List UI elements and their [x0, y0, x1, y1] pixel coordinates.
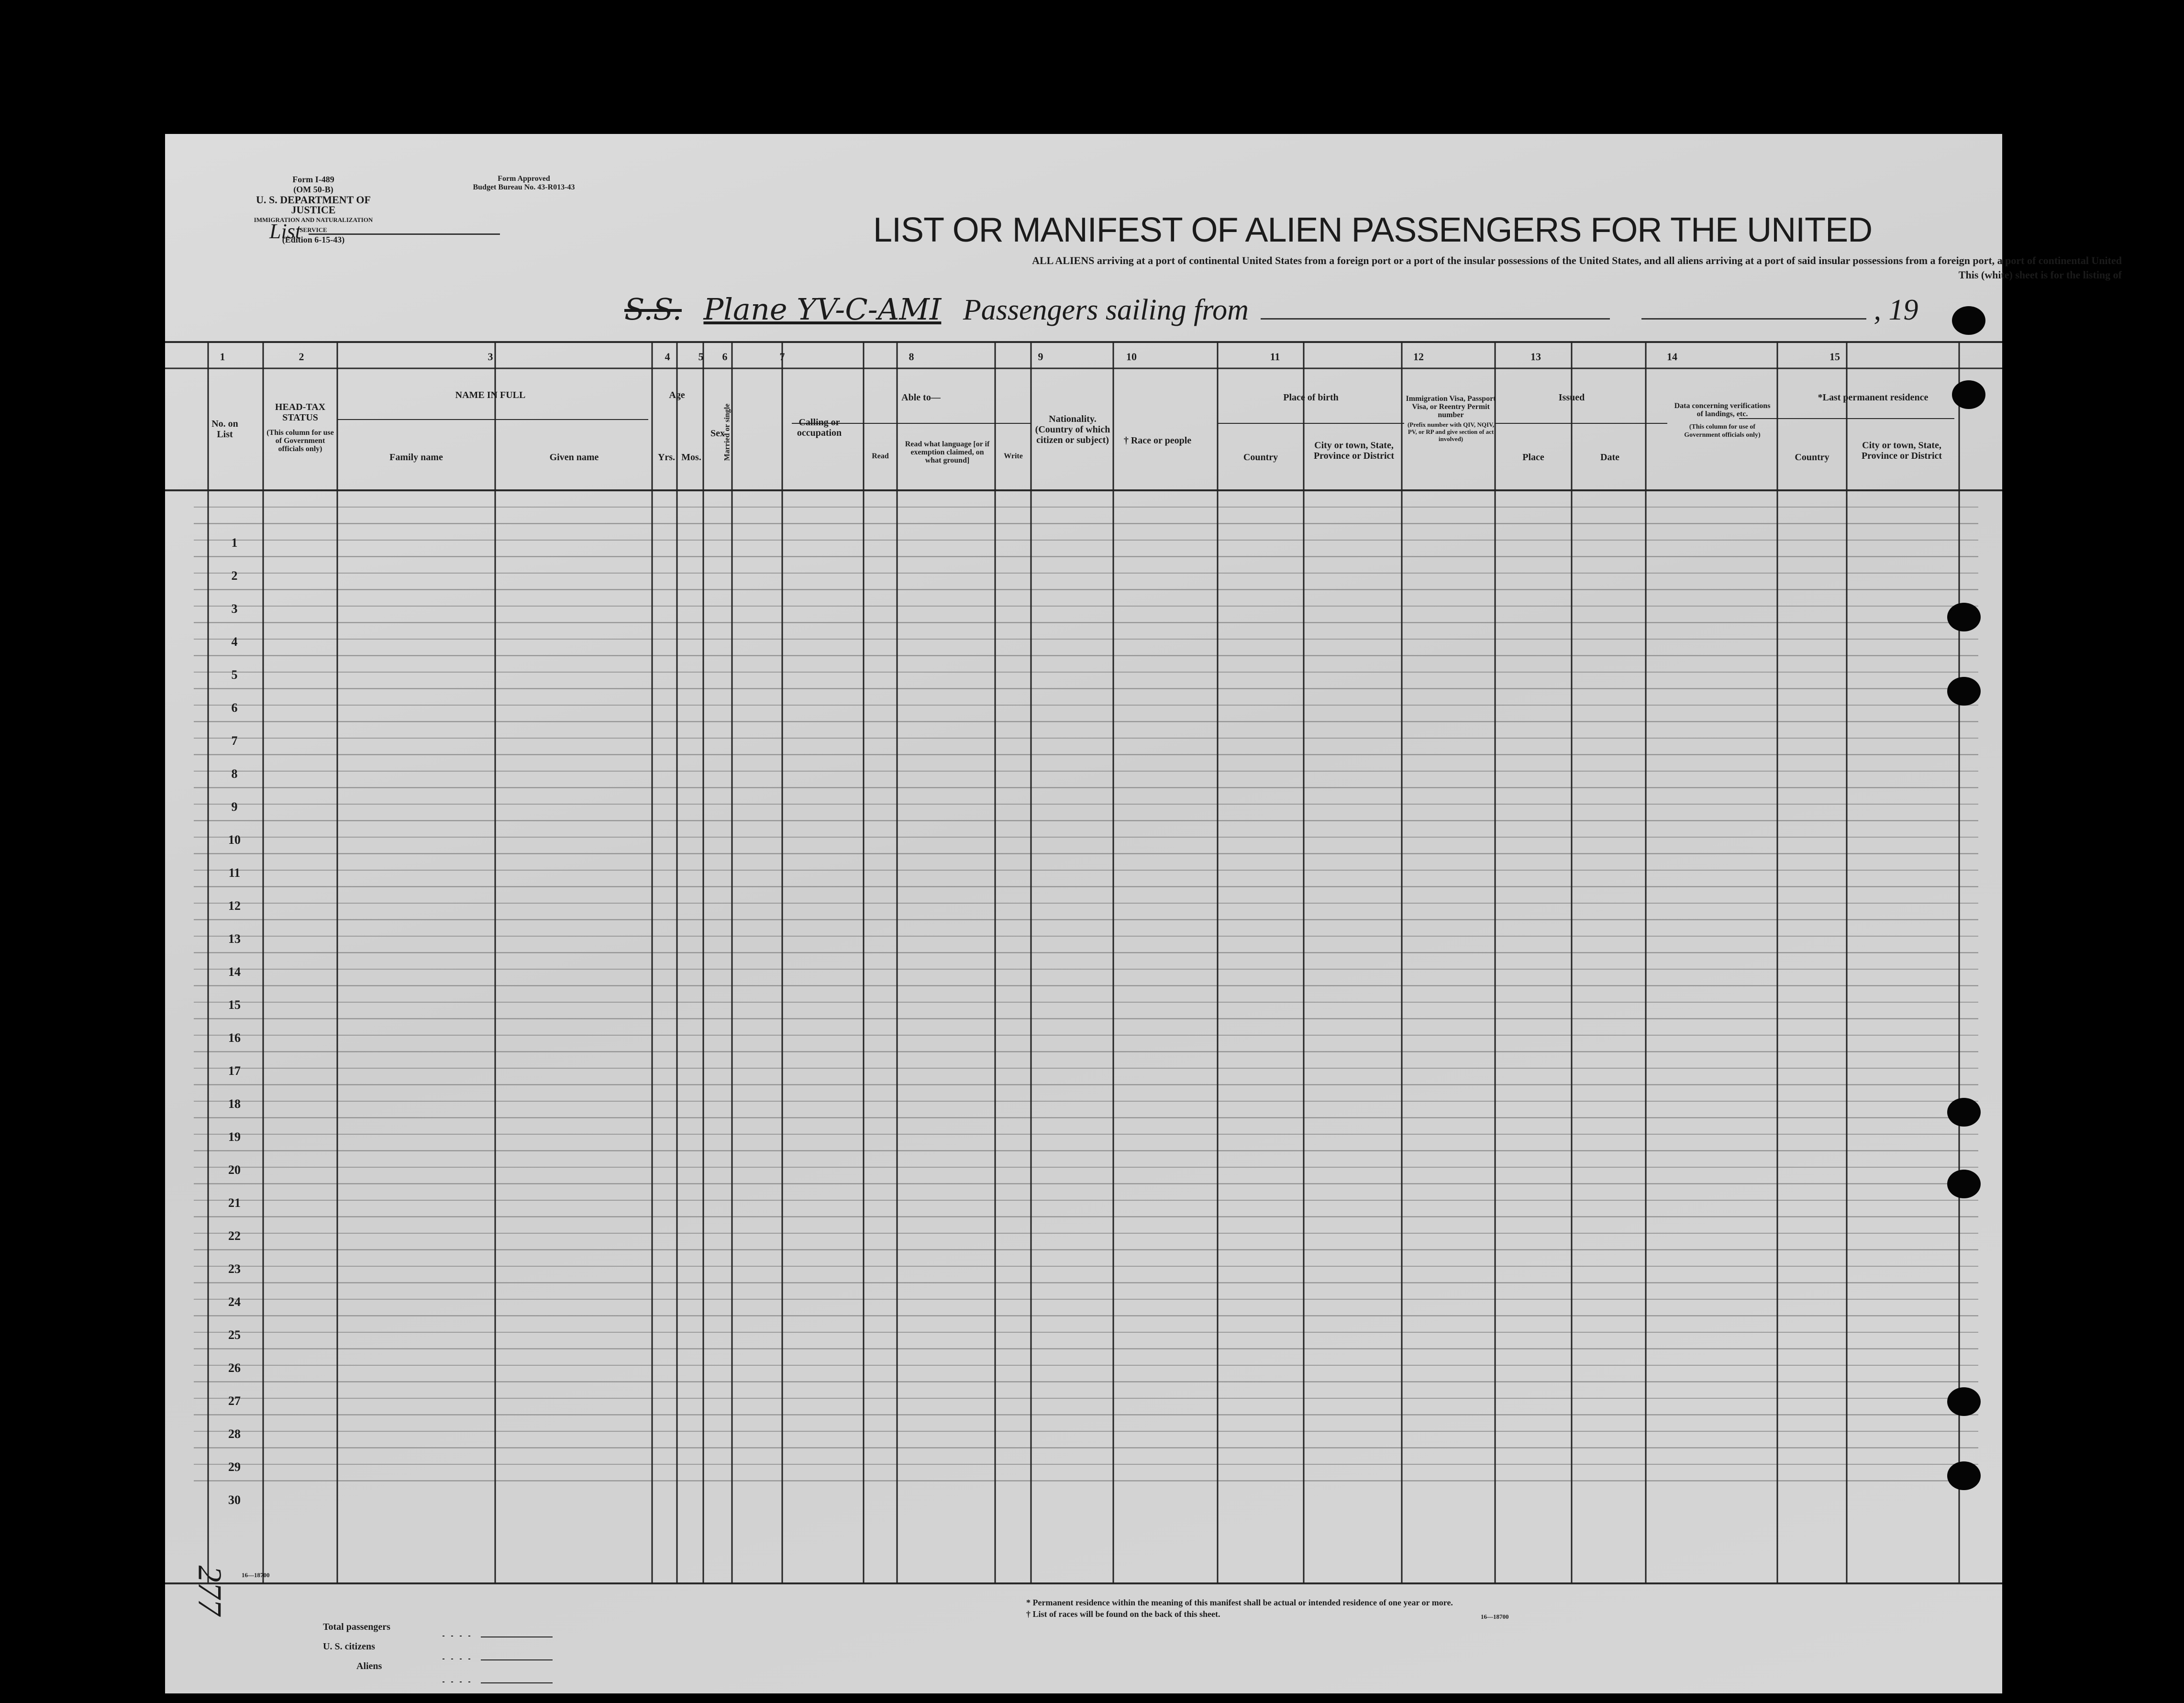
header-given-name: Given name	[549, 452, 599, 463]
instruction-line-1: ALL ALIENS arriving at a port of continental United States from a foreign port or a port of the insular possessions of the United States, and all aliens arriving at a port of said insular possessions from a foreign port, a port of continental United	[1032, 254, 2122, 266]
header-calling: Calling or occupation	[797, 417, 842, 438]
row-number: 14	[228, 965, 241, 979]
row-number: 1	[231, 536, 238, 550]
manifest-title: LIST OR MANIFEST OF ALIEN PASSENGERS FOR THE UNITED	[873, 211, 1873, 249]
budget-bureau-number: Budget Bureau No. 43-R013-43	[473, 183, 575, 191]
punch-hole	[1947, 1098, 1981, 1127]
visa-title: Immigration Visa, Passport Visa, or Reentry Permit number	[1406, 395, 1496, 419]
header-residence-city: City or town, State, Province or District	[1861, 440, 1942, 461]
verifications-note: (This column for use of Government officials only)	[1684, 423, 1761, 439]
header-read-language: Read what language [or if exemption claimed, on what ground]	[905, 440, 990, 464]
col-num-1: 1	[220, 351, 225, 363]
header-issued-place: Place	[1522, 452, 1544, 463]
handwritten-plane-id: Plane YV-C-AMI	[703, 292, 942, 327]
header-issued-date: Date	[1600, 452, 1619, 463]
header-sex: Sex	[710, 428, 725, 439]
col-num-8: 8	[909, 351, 914, 363]
row-number: 18	[228, 1097, 241, 1111]
list-label: List	[269, 220, 301, 243]
row-number: 29	[228, 1460, 241, 1474]
form-number: Form I-489	[292, 175, 334, 184]
print-code-left: 16—18700	[242, 1571, 270, 1579]
footnote-races: † List of races will be found on the back of this sheet.	[1026, 1609, 1220, 1619]
row-number: 24	[228, 1295, 241, 1309]
service-name: IMMIGRATION AND NATURALIZATION SERVICE	[254, 216, 373, 233]
aliens-label: Aliens	[356, 1661, 382, 1671]
row-number: 6	[231, 701, 238, 715]
total-passengers-label: Total passengers	[323, 1622, 390, 1632]
col-num-14: 14	[1667, 351, 1677, 363]
form-om: (OM 50-B)	[293, 185, 333, 194]
header-visa	[1404, 395, 1497, 442]
col-num-11: 11	[1270, 351, 1280, 363]
department-name: U. S. DEPARTMENT OF JUSTICE	[256, 194, 371, 216]
footnotes	[1026, 1597, 1744, 1620]
header-residence-country: Country	[1795, 452, 1829, 463]
print-code-right: 16—18700	[1481, 1613, 1509, 1620]
instruction-line-2: This (white) sheet is for the listing of	[1958, 269, 2122, 281]
row-number: 21	[228, 1196, 241, 1210]
us-citizens-label: U. S. citizens	[323, 1641, 375, 1652]
header-race: † Race or people	[1123, 435, 1192, 446]
header-no-on-list: No. on List	[211, 419, 238, 440]
col-num-6: 6	[722, 351, 728, 363]
row-number: 28	[228, 1427, 241, 1441]
header-verifications	[1672, 402, 1773, 439]
row-number: 26	[228, 1361, 241, 1375]
row-number: 16	[228, 1031, 241, 1045]
form-approved: Form Approved	[498, 175, 550, 183]
row-number: 17	[228, 1064, 241, 1078]
header-birth-country: Country	[1243, 452, 1278, 463]
header-place-of-birth: Place of birth	[1283, 392, 1339, 403]
col-num-15: 15	[1829, 351, 1840, 363]
row-number: 23	[228, 1262, 241, 1276]
footer-dotted-lines	[438, 1622, 639, 1703]
row-number: 15	[228, 998, 241, 1012]
row-number: 12	[228, 899, 241, 913]
row-number: 3	[231, 602, 238, 616]
punch-hole	[1947, 1387, 1981, 1416]
row-number: 8	[231, 767, 238, 781]
row-number: 11	[228, 866, 241, 880]
row-number: 5	[231, 668, 238, 682]
row-number: 13	[228, 932, 241, 946]
header-yrs: Yrs.	[657, 452, 676, 463]
head-tax-title: HEAD-TAX STATUS	[275, 402, 326, 423]
header-last-residence: *Last permanent residence	[1818, 392, 1929, 403]
head-tax-note: (This column for use of Government officials only)	[266, 429, 334, 453]
struck-ss-text: S.S.	[624, 292, 682, 327]
col-num-5: 5	[698, 351, 704, 363]
col-num-7: 7	[779, 351, 785, 363]
row-number: 25	[228, 1328, 241, 1342]
col-num-9: 9	[1038, 351, 1043, 363]
sailing-from-label: Passengers sailing from	[963, 294, 1249, 326]
row-number: 20	[228, 1163, 241, 1177]
header-age: Age	[669, 390, 685, 400]
row-number: 7	[231, 734, 238, 748]
punch-hole	[1952, 380, 1985, 409]
punch-hole	[1947, 1461, 1981, 1490]
year-prefix: , 19	[1874, 294, 1918, 326]
verifications-title: Data concerning verifications of landings, etc.	[1674, 402, 1771, 418]
header-name-in-full: NAME IN FULL	[455, 390, 526, 400]
row-number: 4	[231, 635, 238, 649]
row-number: 10	[228, 833, 241, 847]
col-num-10: 10	[1126, 351, 1137, 363]
punch-hole	[1947, 677, 1981, 706]
header-read: Read	[872, 452, 889, 460]
margin-page-number: 277	[191, 1565, 228, 1616]
col-num-13: 13	[1530, 351, 1541, 363]
header-mos: Mos.	[681, 452, 701, 463]
row-number: 19	[228, 1130, 241, 1144]
visa-note: (Prefix number with QIV, NQIV, PV, or RP and give section of act involved)	[1407, 421, 1495, 442]
punch-hole	[1947, 1170, 1981, 1198]
manifest-sheet	[165, 134, 2122, 1693]
row-number: 9	[231, 800, 238, 814]
footnote-permanent-residence: * Permanent residence within the meaning of this manifest shall be actual or intended residence of one year or more.	[1026, 1598, 1453, 1607]
punch-hole	[1947, 603, 1981, 631]
row-number: 30	[228, 1493, 241, 1507]
punch-hole	[1952, 306, 1985, 335]
table-grid	[165, 134, 2002, 1693]
header-write: Write	[1004, 452, 1023, 460]
col-num-12: 12	[1413, 351, 1424, 363]
header-birth-city: City or town, State, Province or District	[1313, 440, 1395, 461]
header-nationality: Nationality. (Country of which citizen or subject)	[1035, 414, 1110, 445]
form-edition: (Edition 6-15-43)	[282, 235, 345, 244]
header-married: Married or single	[723, 403, 732, 461]
col-num-4: 4	[665, 351, 670, 363]
col-num-2: 2	[299, 351, 304, 363]
col-num-3: 3	[488, 351, 493, 363]
header-family-name: Family name	[389, 452, 443, 463]
header-able-to: Able to—	[901, 392, 941, 403]
header-head-tax	[263, 402, 337, 453]
row-number: 2	[231, 569, 238, 583]
row-number: 27	[228, 1394, 241, 1408]
header-issued: Issued	[1558, 392, 1585, 403]
row-number: 22	[228, 1229, 241, 1243]
